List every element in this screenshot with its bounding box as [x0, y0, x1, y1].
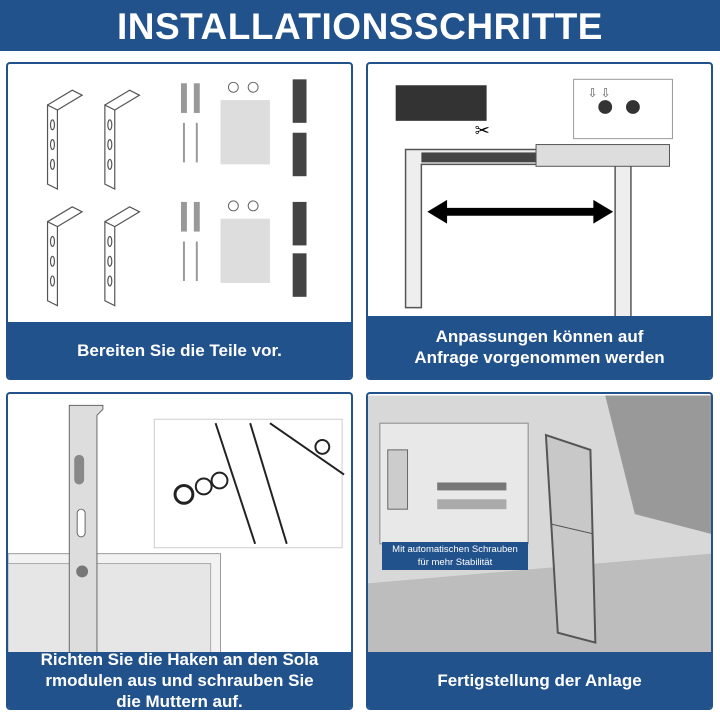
panel-adjustments — [366, 62, 713, 380]
panel-completion — [366, 392, 713, 710]
parts-illustration — [8, 64, 351, 326]
page-title: INSTALLATIONSSCHRITTE — [0, 0, 720, 51]
panel-caption: Richten Sie die Haken an den Sola rmodulen aus und schrauben Sie die Muttern auf. — [8, 652, 351, 708]
panel-align-hooks — [6, 392, 353, 710]
svg-text:✂: ✂ — [474, 120, 490, 141]
panel-prepare-parts — [6, 62, 353, 380]
inset-caption: Mit automatischen Schrauben für mehr Stabilität — [382, 542, 528, 570]
panel-caption: Fertigstellung der Anlage — [368, 652, 711, 708]
panel-caption: Anpassungen können auf Anfrage vorgenommen werden — [368, 316, 711, 378]
installed-panel-illustration — [368, 394, 711, 656]
svg-text:⇩ ⇩: ⇩ ⇩ — [587, 86, 611, 101]
panel-caption: Bereiten Sie die Teile vor. — [8, 322, 351, 378]
bracket-adjust-illustration — [368, 64, 711, 320]
hook-alignment-illustration — [8, 394, 351, 656]
